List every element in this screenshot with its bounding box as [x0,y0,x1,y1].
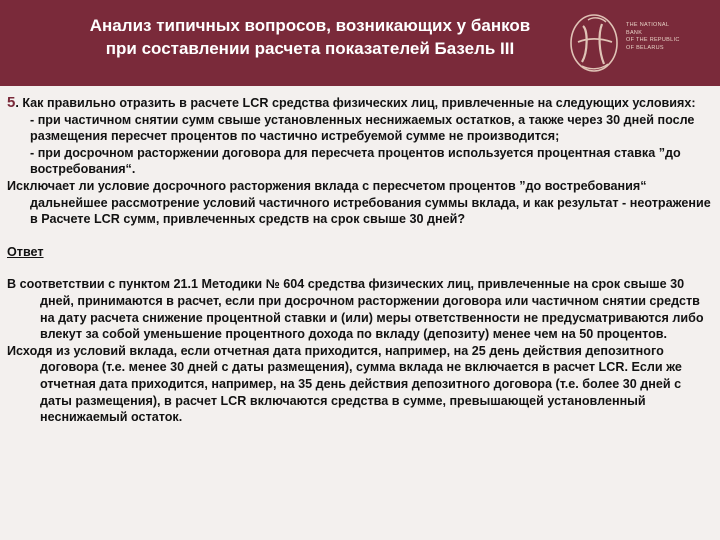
answer-paragraph-1: В соответствии с пунктом 21.1 Методики № 604 средства физических лиц, привлеченные на срок свыше 30 дней, принимаются в расчет, если при досрочном расторжении договора или частичном снятии средств на дату расчета снижение процентной ставки и (или) меры ответственности не предусматриваются либо влекут за собой уменьшение процентного дохода по вкладу (депозиту) менее чем на 50 процентов. [7,277,704,342]
logo-text-line: BANK [626,29,643,36]
logo-text-line: OF BELARUS [626,44,664,51]
slide-body [7,95,713,426]
question-intro-text: . Как правильно отразить в расчете LCR средства физических лиц, привлеченные на следующих условиях: [15,96,696,110]
question-condition-1: - при частичном снятии сумм свыше установленных неснижаемых остатков, а также через 30 дней после размещения пересчет процентов по частично истребуемой сумме не производится; [30,112,695,144]
logo-text-line: OF THE REPUBLIC [626,37,680,43]
slide-title [40,14,580,60]
question-followup: Исключает ли условие досрочного расторжения вклада с пересчетом процентов ”до востребования“ дальнейшее рассмотрение условий частичного истребования суммы вклада, и как результат - неотражение в Расчете LCR сумм, привлеченных средств на срок свыше 30 дней? [7,178,711,227]
national-bank-logo [568,12,698,76]
answer-label: Ответ [7,244,44,259]
national-bank-monogram-icon [568,12,620,74]
question-number: 5 [7,94,16,111]
title-line-2: при составлении расчета показателей Базель III [105,39,515,58]
answer-paragraph-2: Исходя из условий вклада, если отчетная дата приходится, например, на 25 день действия депозитного договора (т.е. менее 30 дней с даты размещения), сумма вклада не включается в расчет LCR. Если же отчетная дата приходится, например, на 35 день действия депозитного договора (т.е. более 30 дней с даты размещения), в расчет LCR включаются средства в сумме, превышающей установленный неснижаемый остаток. [7,343,682,425]
question-condition-2: - при досрочном расторжении договора для пересчета процентов используется процентная ставка ”до востребования“. [30,145,681,177]
logo-text-line: THE NATIONAL [626,22,670,28]
question-intro [7,95,713,112]
title-line-1: Анализ типичных вопросов, возникающих у банков [89,16,531,35]
header-bar [0,0,720,86]
logo-caption [626,22,702,52]
